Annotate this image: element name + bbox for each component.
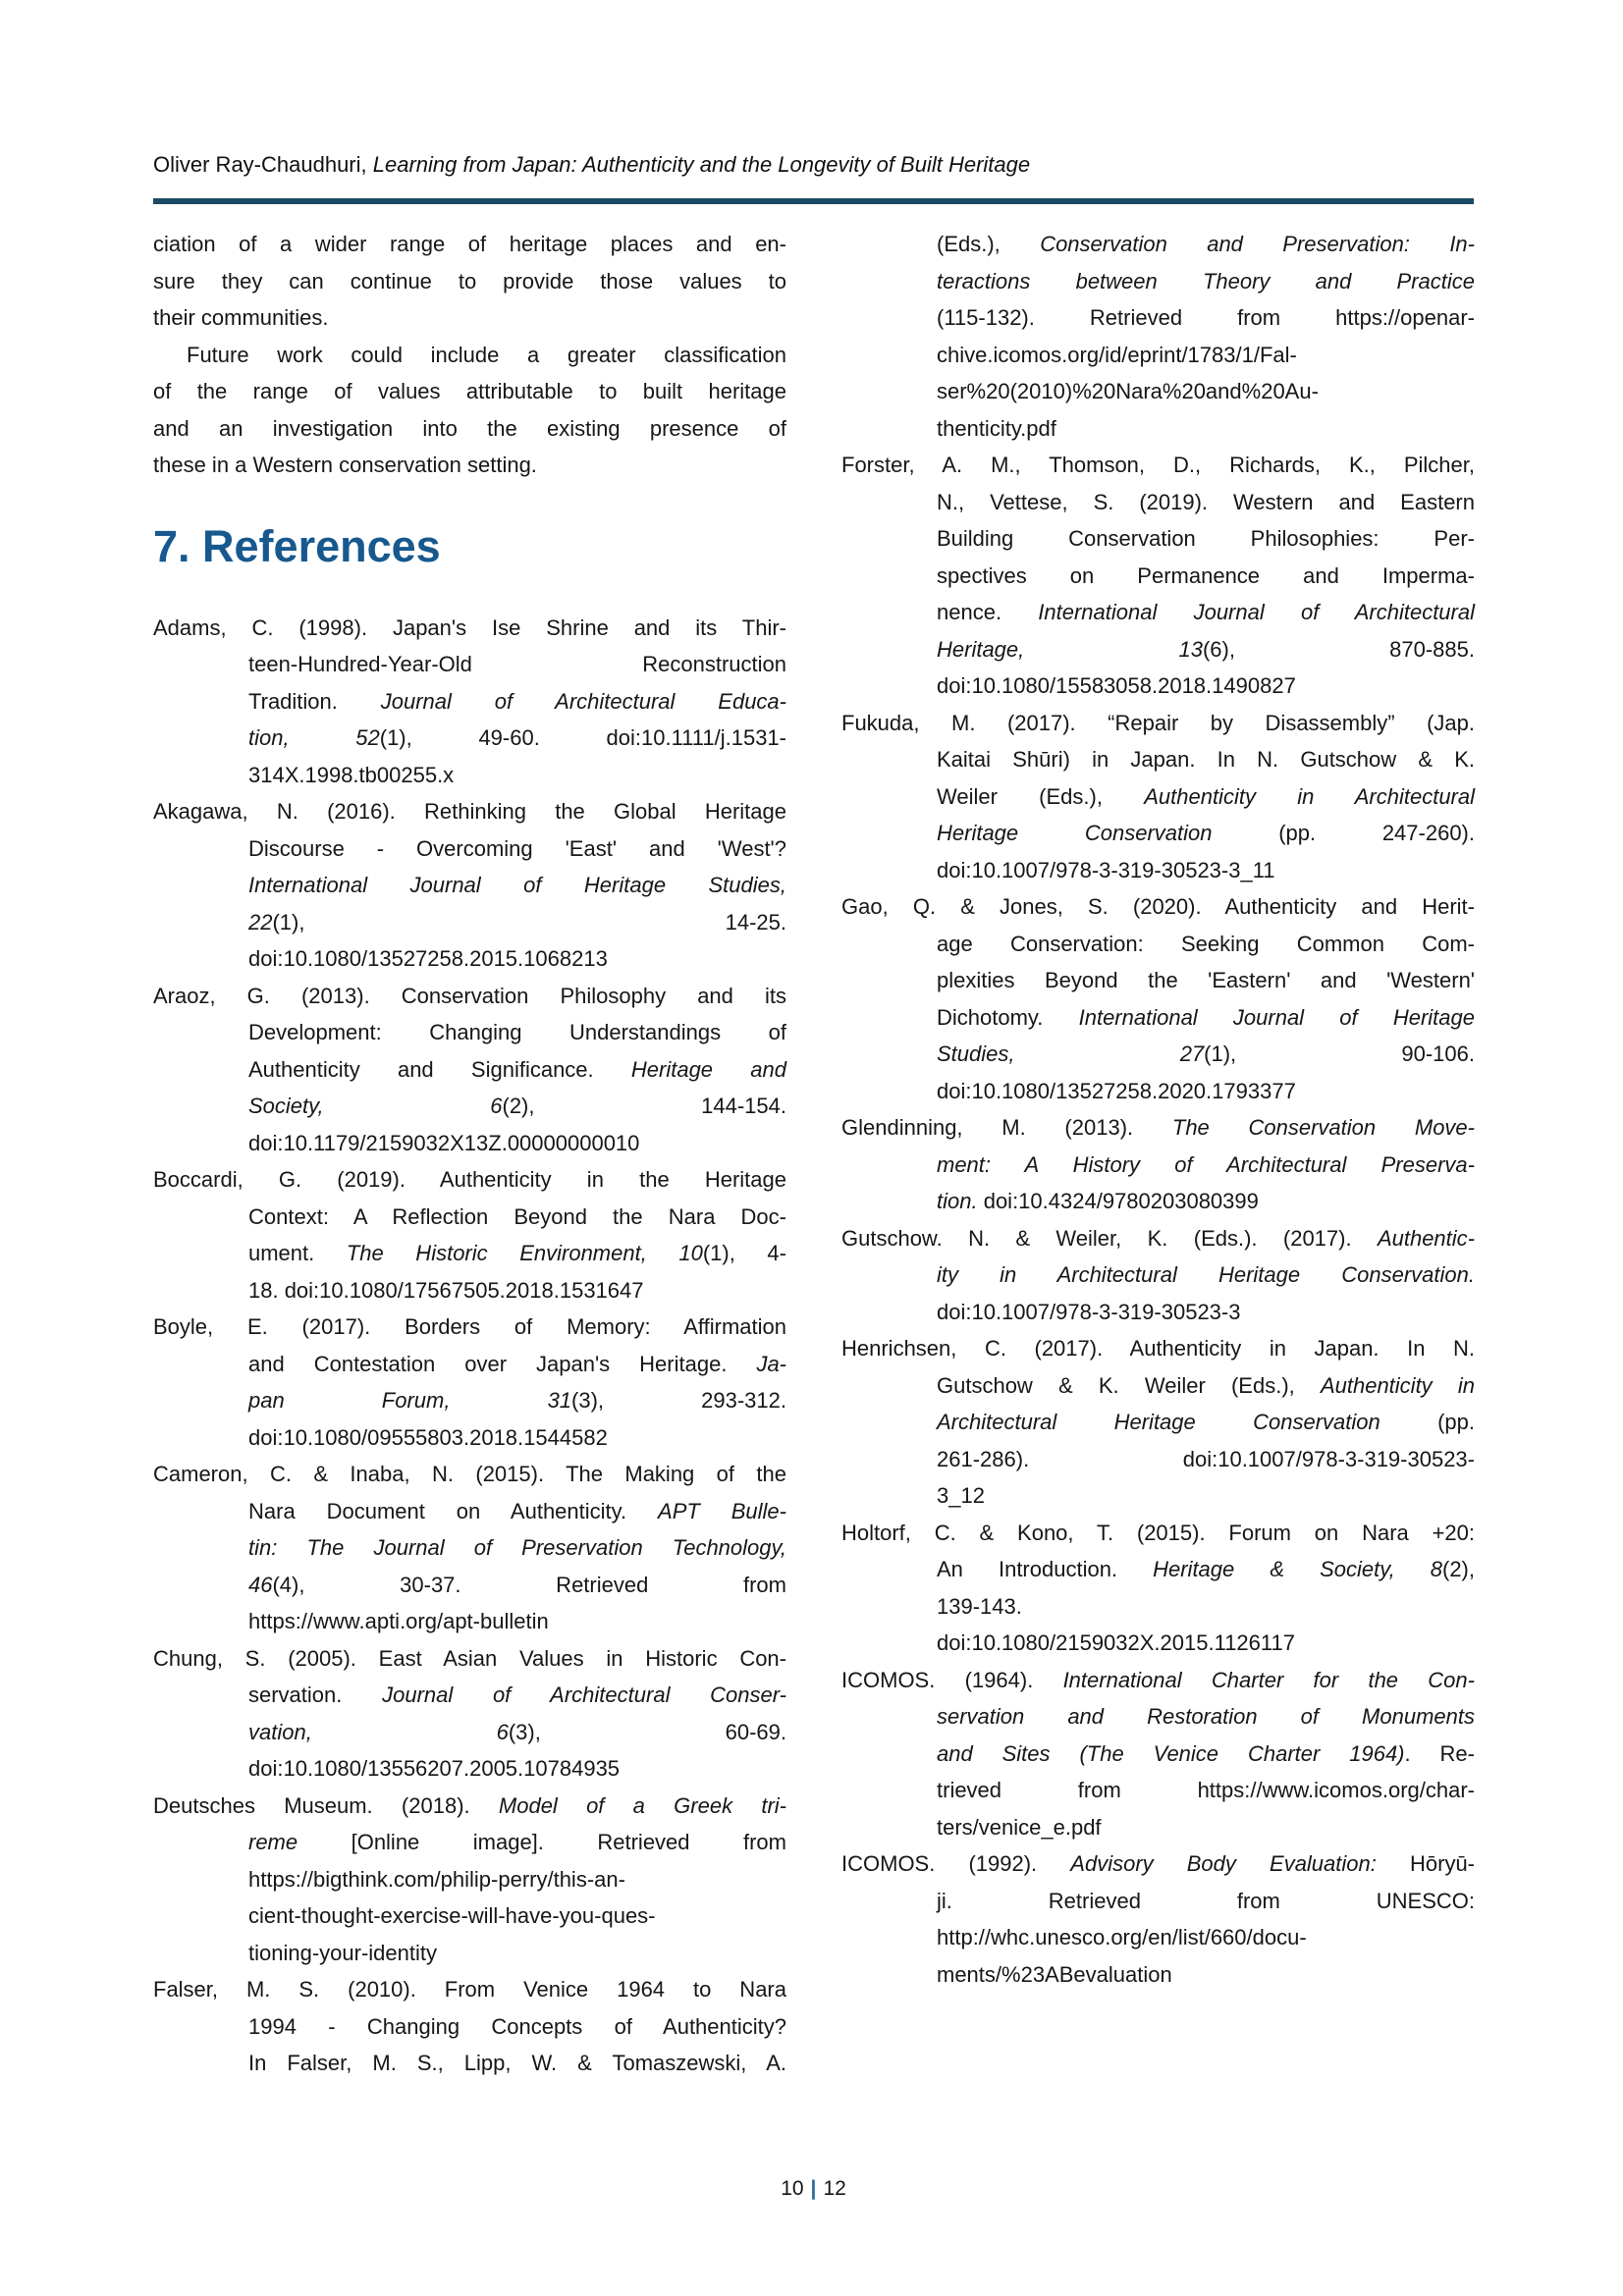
text-segment: Deutsches Museum. (2018). [153,1792,499,1818]
text-segment: thenticity.pdf [937,415,1056,441]
text-line [153,757,786,794]
text-line [153,410,786,448]
text-line [841,1772,1475,1809]
text-line [841,1956,1475,1994]
italic-text-segment: Authenticity in [1320,1372,1475,1398]
text-segment: (3), 60-69. [508,1719,786,1744]
text-segment: trieved from https://www.icomos.org/char- [937,1778,1475,1802]
text-line [153,1161,786,1199]
text-segment: doi:10.1007/978-3-319-30523-3_11 [937,857,1275,882]
reference-entry [153,610,786,794]
text-segment: doi:10.1080/13527258.2015.1068213 [248,946,608,971]
text-segment: Boccardi, G. (2019). Authenticity in the Heritage [153,1167,786,1192]
text-segment: Chung, S. (2005). East Asian Values in Historic Con- [153,1645,786,1671]
text-line [153,1935,786,1972]
text-line [153,2045,786,2082]
text-line [153,1824,786,1861]
italic-text-segment: ity in Architectural Heritage Conservation. [937,1262,1475,1287]
text-segment: doi:10.1179/2159032X13Z.00000000010 [248,1130,640,1155]
text-segment: 18. doi:10.1080/17567505.2018.1531647 [248,1277,644,1303]
text-segment: Glendinning, M. (2013). [841,1115,1172,1140]
text-line [153,940,786,978]
reference-entry [841,226,1475,447]
text-line [153,1051,786,1089]
text-segment: Boyle, E. (2017). Borders of Memory: Affirmation [153,1314,786,1339]
text-segment: (1), 49-60. doi:10.1111/j.1531- [379,725,786,750]
text-segment: Holtorf, C. & Kono, T. (2015). Forum on Nara +20: [841,1520,1475,1545]
text-segment: (1), 90-106. [1204,1041,1475,1066]
text-line [841,667,1475,705]
text-segment: their communities. [153,305,329,330]
text-line [841,1183,1475,1220]
intro-paragraph [153,226,786,337]
text-line [841,1919,1475,1956]
text-segment: Falser, M. S. (2010). From Venice 1964 to Nara [153,1977,786,2002]
text-line [841,1477,1475,1515]
text-segment: doi:10.1007/978-3-319-30523-3 [937,1299,1241,1324]
text-line [153,1750,786,1788]
italic-text-segment: tion. [937,1189,978,1213]
text-line [153,978,786,1015]
text-segment: ICOMOS. (1964). [841,1667,1063,1692]
text-segment: (4), 30-37. Retrieved from [272,1572,786,1597]
italic-text-segment: Heritage and [630,1056,786,1082]
text-line [153,1897,786,1935]
text-line [153,2008,786,2046]
text-line [841,1662,1475,1699]
text-line [841,1404,1475,1441]
text-segment: ments/%23ABevaluation [937,1961,1172,1987]
italic-text-segment: Conservation and Preservation: In- [1040,232,1475,256]
text-segment: (6), 870-885. [1202,636,1475,662]
italic-text-segment: APT Bulle- [658,1498,786,1523]
text-segment: Gao, Q. & Jones, S. (2020). Authenticity and Herit- [841,894,1475,919]
text-line [153,646,786,683]
intro-paragraph [153,337,786,484]
text-segment: Dichotomy. [937,1004,1079,1030]
reference-entry [153,1788,786,1972]
text-line [841,962,1475,999]
text-line [153,1861,786,1898]
italic-text-segment: Ja- [756,1351,786,1376]
references-list-left [153,610,786,2082]
reference-entry [841,1845,1475,1993]
text-line [153,263,786,300]
italic-text-segment: ment: A History of Architectural Preserva- [937,1151,1475,1177]
text-line [841,226,1475,263]
text-line [153,447,786,484]
text-line [153,1346,786,1383]
text-line [841,815,1475,852]
text-line [153,1308,786,1346]
text-line [153,867,786,904]
text-line [153,830,786,868]
text-line [841,852,1475,889]
text-segment: tioning-your-identity [248,1940,437,1965]
italic-text-segment: The Conservation Move- [1171,1115,1475,1140]
reference-entry [841,447,1475,705]
text-line [153,1603,786,1640]
left-column [153,226,786,2082]
text-segment: (1), 4- [702,1241,786,1265]
text-line [153,1382,786,1419]
reference-entry [153,1971,786,2082]
text-segment: Fukuda, M. (2017). “Repair by Disassembly” (Jap. [841,710,1475,735]
italic-text-segment: 22 [248,909,273,934]
italic-text-segment: Studies, 27 [937,1041,1205,1066]
reference-entry [841,1515,1475,1662]
text-line [841,410,1475,448]
intro-section [153,226,786,484]
text-segment: 314X.1998.tb00255.x [248,762,455,787]
text-segment: [Online image]. Retrieved from [298,1830,786,1854]
text-line [153,1456,786,1493]
text-segment: (115-132). Retrieved from https://openar- [937,305,1475,330]
text-segment: doi:10.4324/9780203080399 [977,1189,1259,1213]
text-line [841,999,1475,1037]
reference-entry [841,1109,1475,1220]
text-segment: (3), 293-312. [571,1388,786,1413]
text-segment: doi:10.1080/2159032X.2015.1126117 [937,1630,1295,1655]
text-line [153,1971,786,2008]
page-number-total: 12 [823,2177,846,2200]
text-line [153,720,786,757]
text-segment: 139-143. [937,1593,1022,1619]
text-line [841,1588,1475,1626]
text-segment: nence. [937,600,1039,624]
references-list-right [841,226,1475,1993]
running-header [153,152,1474,178]
text-segment: Development: Changing Understandings of [248,1020,786,1044]
text-segment: N., Vettese, S. (2019). Western and Eastern [937,489,1475,514]
text-segment: (pp. 247-260). [1212,821,1475,845]
text-line [841,1883,1475,1920]
text-line [841,631,1475,668]
text-line [841,1220,1475,1257]
reference-entry [153,1456,786,1640]
text-segment: ICOMOS. (1992). [841,1851,1071,1876]
italic-text-segment: International Journal of Heritage [1078,1004,1475,1030]
italic-text-segment: and Sites (The Venice Charter 1964) [937,1740,1405,1766]
reference-entry [153,978,786,1162]
header-rule [153,198,1474,204]
italic-text-segment: International Charter for the Con- [1062,1667,1475,1692]
text-line [841,299,1475,337]
text-segment: . Re- [1404,1740,1475,1766]
text-segment: 261-286). doi:10.1007/978-3-319-30523- [937,1446,1475,1471]
text-line [841,1809,1475,1846]
text-segment: Future work could include a greater classification [187,342,786,367]
text-segment: (Eds.), [937,232,1041,256]
text-line [153,1714,786,1751]
text-line [841,1256,1475,1294]
text-segment: http://whc.unesco.org/en/list/660/docu- [937,1925,1307,1949]
italic-text-segment: servation and Restoration of Monuments [937,1704,1475,1729]
reference-entry [153,793,786,978]
text-segment: ciation of a wider range of heritage places and en- [153,232,786,256]
header-author: Oliver Ray-Chaudhuri, [153,152,373,177]
text-line [153,683,786,721]
text-segment: and Contestation over Japan's Heritage. [248,1351,757,1376]
text-segment: Authenticity and Significance. [248,1056,631,1082]
text-line [153,1419,786,1457]
text-line [841,1294,1475,1331]
text-segment: chive.icomos.org/id/eprint/1783/1/Fal- [937,342,1297,367]
text-segment: Akagawa, N. (2016). Rethinking the Global Heritage [153,799,786,824]
text-segment: of the range of values attributable to built heritage [153,379,786,403]
text-line [153,1272,786,1309]
text-segment: https://www.apti.org/apt-bulletin [248,1609,549,1633]
text-line [153,1125,786,1162]
page-number-current: 10 [781,2177,804,2200]
text-segment: Gutschow & K. Weiler (Eds.), [937,1372,1321,1398]
italic-text-segment: Architectural Heritage Conservation [937,1410,1380,1434]
italic-text-segment: Journal of Architectural Conser- [382,1682,787,1707]
text-line [153,1529,786,1567]
text-segment: Nara Document on Authenticity. [248,1498,659,1523]
text-segment: teen-Hundred-Year-Old Reconstruction [248,652,786,676]
text-segment: (2), [1442,1557,1475,1581]
header-document-title: Learning from Japan: Authenticity and the Longevity of Built Heritage [372,152,1031,177]
italic-text-segment: Heritage, 13 [937,636,1203,662]
footer-separator: | [810,2177,817,2200]
italic-text-segment: Society, 6 [248,1094,503,1118]
reference-entry [841,705,1475,889]
reference-entry [841,1662,1475,1846]
text-segment: Araoz, G. (2013). Conservation Philosophy and its [153,983,786,1008]
italic-text-segment: tin: The Journal of Preservation Technology, [248,1535,786,1560]
text-line [841,1330,1475,1367]
text-line [841,1441,1475,1478]
text-segment: Forster, A. M., Thomson, D., Richards, K., Pilcher, [841,453,1475,477]
italic-text-segment: Authenticity in Architectural [1144,783,1476,809]
text-line [841,1625,1475,1662]
text-line [153,337,786,374]
text-segment: Building Conservation Philosophies: Per- [937,526,1475,551]
text-line [153,226,786,263]
text-segment: age Conservation: Seeking Common Com- [937,931,1475,956]
references-heading: 7. References [153,520,441,571]
italic-text-segment: vation, 6 [248,1719,509,1744]
text-segment: Tradition. [248,688,381,714]
text-segment: doi:10.1080/13556207.2005.10784935 [248,1756,621,1781]
text-line [153,1567,786,1604]
text-line [841,926,1475,963]
reference-entry [153,1308,786,1456]
text-line [841,1367,1475,1405]
reference-entry [153,1640,786,1788]
text-segment: Gutschow. N. & Weiler, K. (Eds.). (2017). [841,1225,1378,1251]
reference-entry [841,1330,1475,1515]
italic-text-segment: Authentic- [1377,1225,1475,1251]
text-segment: In Falser, M. S., Lipp, W. & Tomaszewski, A. [248,2051,786,2075]
italic-text-segment: pan Forum, 31 [248,1388,572,1413]
italic-text-segment: International Journal of Architectural [1038,600,1475,624]
text-segment: Hōryū- [1376,1851,1476,1876]
right-column [841,226,1475,1993]
reference-entry [153,1161,786,1308]
italic-text-segment: Heritage Conservation [937,821,1213,845]
text-line [841,1147,1475,1184]
italic-text-segment: Model of a Greek tri- [498,1792,786,1818]
text-segment: An Introduction. [937,1557,1154,1581]
text-line [841,741,1475,778]
text-line [153,1640,786,1678]
text-line [841,1735,1475,1773]
text-segment: 1994 - Changing Concepts of Authenticity? [248,2013,786,2039]
text-line [841,484,1475,521]
text-segment: doi:10.1080/09555803.2018.1544582 [248,1424,608,1450]
text-line [153,1493,786,1530]
text-line [841,263,1475,300]
italic-text-segment: Advisory Body Evaluation: [1070,1851,1377,1876]
text-segment: https://bigthink.com/philip-perry/this-an- [248,1866,625,1892]
text-line [841,558,1475,595]
text-segment: doi:10.1080/13527258.2020.1793377 [937,1078,1296,1103]
italic-text-segment: The Historic Environment, 10 [346,1241,703,1265]
text-line [153,1014,786,1051]
text-segment: Cameron, C. & Inaba, N. (2015). The Making of the [153,1462,786,1486]
text-line [841,1109,1475,1147]
italic-text-segment: Journal of Architectural Educa- [380,688,786,714]
text-line [841,1845,1475,1883]
text-line [841,337,1475,374]
text-segment: Kaitai Shūri) in Japan. In N. Gutschow & K. [937,747,1475,772]
reference-entry [841,1220,1475,1331]
text-segment: Adams, C. (1998). Japan's Ise Shrine and its Thir- [153,614,786,640]
text-line [841,373,1475,410]
text-segment: 3_12 [937,1483,985,1508]
text-segment: doi:10.1080/15583058.2018.1490827 [937,673,1296,698]
italic-text-segment: tion, 52 [248,725,380,750]
text-segment: Weiler (Eds.), [937,783,1145,809]
italic-text-segment: reme [248,1830,298,1854]
italic-text-segment: International Journal of Heritage Studies, [248,873,786,897]
page-footer [153,2177,1474,2201]
text-line [841,1698,1475,1735]
text-line [841,447,1475,484]
text-segment: cient-thought-exercise-will-have-you-ques- [248,1903,656,1928]
text-line [153,1677,786,1714]
text-segment: ument. [248,1241,347,1265]
text-line [153,1199,786,1236]
text-segment: (2), 144-154. [502,1094,786,1118]
text-segment: these in a Western conservation setting. [153,453,537,477]
text-line [153,793,786,830]
text-line [153,1088,786,1125]
italic-text-segment: 46 [248,1572,273,1597]
text-segment: ters/venice_e.pdf [937,1814,1102,1840]
italic-text-segment: teractions between Theory and Practice [937,268,1475,294]
text-segment: Discourse - Overcoming 'East' and 'West'? [248,835,786,861]
text-line [153,373,786,410]
text-segment: Context: A Reflection Beyond the Nara Doc- [248,1203,786,1229]
text-line [841,1551,1475,1588]
text-segment: Henrichsen, C. (2017). Authenticity in Japan. In N. [841,1336,1475,1361]
text-segment: ser%20(2010)%20Nara%20and%20Au- [937,379,1319,403]
text-line [841,778,1475,816]
text-line [153,610,786,647]
text-segment: plexities Beyond the 'Eastern' and 'Western' [937,968,1475,992]
text-line [841,1515,1475,1552]
text-line [841,594,1475,631]
text-segment: servation. [248,1682,383,1707]
text-segment: (1), 14-25. [272,909,786,934]
text-segment: and an investigation into the existing presence of [153,415,786,441]
text-segment: spectives on Permanence and Imperma- [937,562,1475,588]
text-line [841,1036,1475,1073]
text-segment: (pp. [1380,1410,1475,1434]
text-segment: sure they can continue to provide those values to [153,268,786,294]
text-line [153,904,786,941]
reference-entry [841,888,1475,1109]
text-line [841,520,1475,558]
text-line [153,1235,786,1272]
italic-text-segment: Heritage & Society, 8 [1153,1557,1442,1581]
text-segment: ji. Retrieved from UNESCO: [937,1888,1475,1913]
text-line [841,705,1475,742]
text-line [841,1073,1475,1110]
text-line [153,1788,786,1825]
text-line [841,888,1475,926]
text-line [153,299,786,337]
